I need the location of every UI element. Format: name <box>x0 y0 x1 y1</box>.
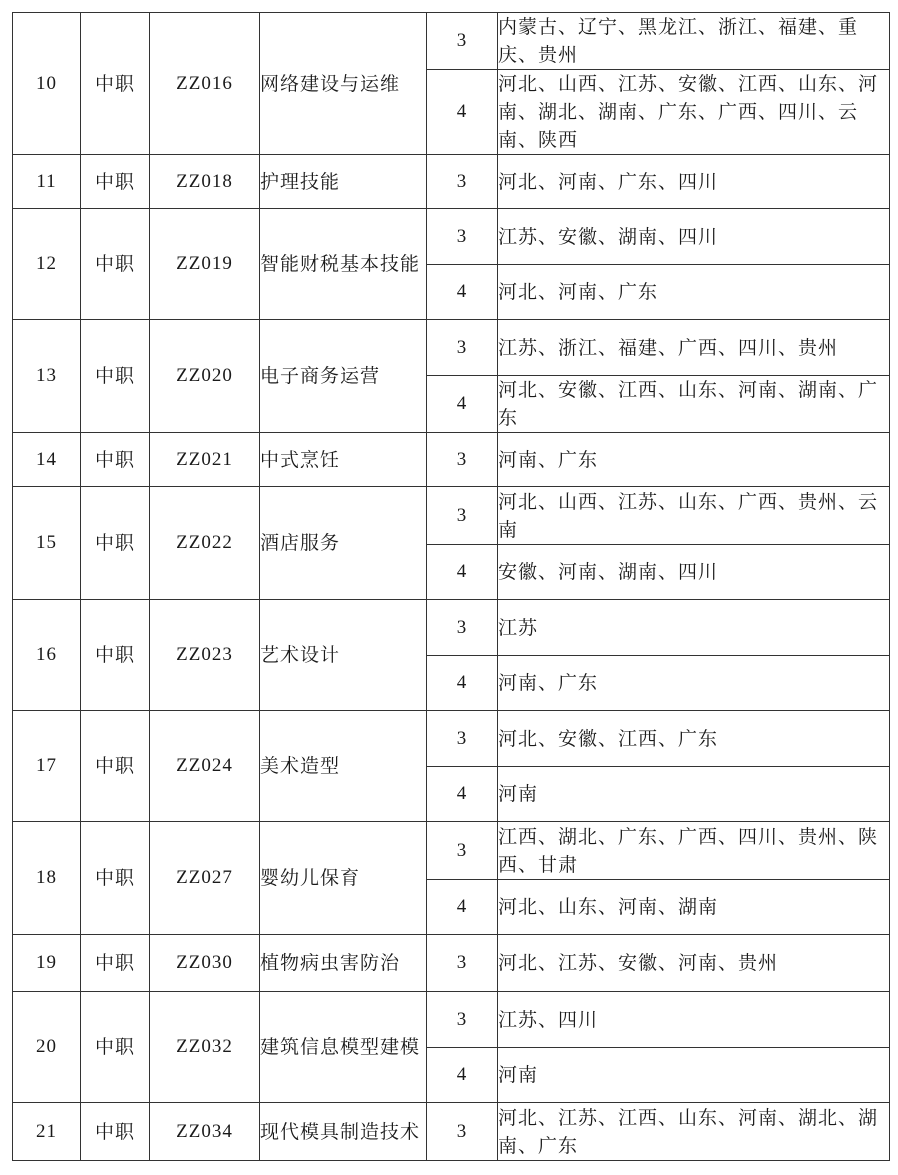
event-code-cell: ZZ021 <box>150 433 260 487</box>
row-number-cell: 16 <box>13 600 81 711</box>
provinces-cell: 河北、安徽、江西、广东 <box>498 711 890 767</box>
provinces-cell: 河南、广东 <box>498 433 890 487</box>
provinces-cell: 河北、河南、广东 <box>498 265 890 320</box>
provinces-cell: 安徽、河南、湖南、四川 <box>498 545 890 600</box>
table-row <box>13 433 890 487</box>
provinces-cell: 江苏、四川 <box>498 992 890 1048</box>
event-code-cell: ZZ020 <box>150 320 260 433</box>
competition-table-container <box>12 12 889 1161</box>
event-code-cell: ZZ019 <box>150 209 260 320</box>
table-row <box>13 711 890 767</box>
provinces-cell: 江苏、浙江、福建、广西、四川、贵州 <box>498 320 890 376</box>
school-type-cell: 中职 <box>81 320 150 433</box>
event-name-cell: 建筑信息模型建模 <box>260 992 427 1103</box>
provinces-cell: 河南 <box>498 767 890 822</box>
event-code-cell: ZZ032 <box>150 992 260 1103</box>
provinces-cell: 江苏 <box>498 600 890 656</box>
table-body <box>13 13 890 1161</box>
school-type-cell: 中职 <box>81 992 150 1103</box>
event-code-cell: ZZ027 <box>150 822 260 935</box>
event-code-cell: ZZ022 <box>150 487 260 600</box>
school-type-cell: 中职 <box>81 433 150 487</box>
school-type-cell: 中职 <box>81 600 150 711</box>
school-type-cell: 中职 <box>81 711 150 822</box>
table-row <box>13 935 890 992</box>
provinces-cell: 河北、江苏、安徽、河南、贵州 <box>498 935 890 992</box>
level-cell: 3 <box>427 209 498 265</box>
row-number-cell: 18 <box>13 822 81 935</box>
level-cell: 4 <box>427 656 498 711</box>
level-cell: 3 <box>427 13 498 70</box>
level-cell: 3 <box>427 155 498 209</box>
level-cell: 4 <box>427 265 498 320</box>
school-type-cell: 中职 <box>81 935 150 992</box>
level-cell: 3 <box>427 433 498 487</box>
level-cell: 3 <box>427 822 498 880</box>
provinces-cell: 河北、山西、江苏、山东、广西、贵州、云南 <box>498 487 890 545</box>
event-code-cell: ZZ030 <box>150 935 260 992</box>
provinces-cell: 河北、江苏、江西、山东、河南、湖北、湖南、广东 <box>498 1103 890 1161</box>
level-cell: 3 <box>427 711 498 767</box>
level-cell: 3 <box>427 992 498 1048</box>
row-number-cell: 11 <box>13 155 81 209</box>
school-type-cell: 中职 <box>81 209 150 320</box>
school-type-cell: 中职 <box>81 487 150 600</box>
event-name-cell: 中式烹饪 <box>260 433 427 487</box>
row-number-cell: 10 <box>13 13 81 155</box>
event-name-cell: 艺术设计 <box>260 600 427 711</box>
event-name-cell: 酒店服务 <box>260 487 427 600</box>
level-cell: 3 <box>427 320 498 376</box>
table-row <box>13 600 890 656</box>
event-name-cell: 护理技能 <box>260 155 427 209</box>
level-cell: 4 <box>427 880 498 935</box>
event-name-cell: 现代模具制造技术 <box>260 1103 427 1161</box>
provinces-cell: 江西、湖北、广东、广西、四川、贵州、陕西、甘肃 <box>498 822 890 880</box>
event-code-cell: ZZ016 <box>150 13 260 155</box>
level-cell: 3 <box>427 600 498 656</box>
table-row <box>13 320 890 376</box>
level-cell: 4 <box>427 70 498 155</box>
provinces-cell: 江苏、安徽、湖南、四川 <box>498 209 890 265</box>
event-code-cell: ZZ034 <box>150 1103 260 1161</box>
row-number-cell: 17 <box>13 711 81 822</box>
event-name-cell: 电子商务运营 <box>260 320 427 433</box>
event-name-cell: 美术造型 <box>260 711 427 822</box>
event-name-cell: 网络建设与运维 <box>260 13 427 155</box>
table-row <box>13 822 890 880</box>
table-row <box>13 209 890 265</box>
event-code-cell: ZZ018 <box>150 155 260 209</box>
provinces-cell: 河南、广东 <box>498 656 890 711</box>
row-number-cell: 14 <box>13 433 81 487</box>
event-code-cell: ZZ024 <box>150 711 260 822</box>
provinces-cell: 河北、山西、江苏、安徽、江西、山东、河南、湖北、湖南、广东、广西、四川、云南、陕西 <box>498 70 890 155</box>
row-number-cell: 12 <box>13 209 81 320</box>
level-cell: 4 <box>427 545 498 600</box>
table-row <box>13 992 890 1048</box>
school-type-cell: 中职 <box>81 13 150 155</box>
event-code-cell: ZZ023 <box>150 600 260 711</box>
table-row <box>13 487 890 545</box>
provinces-cell: 河北、河南、广东、四川 <box>498 155 890 209</box>
competition-table <box>12 12 890 1161</box>
row-number-cell: 20 <box>13 992 81 1103</box>
provinces-cell: 河北、山东、河南、湖南 <box>498 880 890 935</box>
row-number-cell: 21 <box>13 1103 81 1161</box>
event-name-cell: 植物病虫害防治 <box>260 935 427 992</box>
school-type-cell: 中职 <box>81 155 150 209</box>
row-number-cell: 15 <box>13 487 81 600</box>
table-row <box>13 155 890 209</box>
level-cell: 3 <box>427 1103 498 1161</box>
provinces-cell: 河北、安徽、江西、山东、河南、湖南、广东 <box>498 376 890 433</box>
provinces-cell: 内蒙古、辽宁、黑龙江、浙江、福建、重庆、贵州 <box>498 13 890 70</box>
event-name-cell: 智能财税基本技能 <box>260 209 427 320</box>
level-cell: 4 <box>427 1048 498 1103</box>
level-cell: 4 <box>427 376 498 433</box>
provinces-cell: 河南 <box>498 1048 890 1103</box>
level-cell: 3 <box>427 935 498 992</box>
table-row <box>13 13 890 70</box>
row-number-cell: 13 <box>13 320 81 433</box>
level-cell: 4 <box>427 767 498 822</box>
row-number-cell: 19 <box>13 935 81 992</box>
school-type-cell: 中职 <box>81 822 150 935</box>
event-name-cell: 婴幼儿保育 <box>260 822 427 935</box>
level-cell: 3 <box>427 487 498 545</box>
school-type-cell: 中职 <box>81 1103 150 1161</box>
table-row <box>13 1103 890 1161</box>
